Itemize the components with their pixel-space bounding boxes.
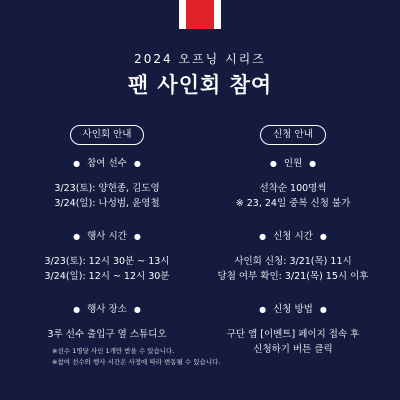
info-line: 선착순 100명씩 bbox=[259, 183, 327, 194]
signing-info-pill: 사인회 안내 bbox=[70, 125, 145, 145]
info-line: 신청하기 버튼 클릭 bbox=[253, 344, 333, 355]
flag-stripes-logo bbox=[179, 0, 221, 29]
info-line: 3/23(토): 양현종, 김도영 bbox=[54, 183, 160, 194]
info-line: 3/23(토): 12시 30분 ~ 13시 bbox=[44, 256, 170, 267]
series-label: 2024 오프닝 시리즈 bbox=[134, 52, 266, 66]
event-location-section bbox=[12, 304, 202, 342]
application-time-section bbox=[198, 231, 388, 284]
flag-stripe-red bbox=[186, 0, 214, 29]
section-heading-label: 인원 bbox=[283, 158, 303, 169]
bullet-dot-icon: ● bbox=[133, 232, 141, 241]
bullet-dot-icon: ● bbox=[133, 159, 141, 168]
info-line: 3루 선수 출입구 옆 스튜디오 bbox=[47, 329, 167, 340]
info-line: 3/24(일): 12시 ~ 12시 30분 bbox=[44, 271, 170, 282]
flag-stripe-white bbox=[179, 0, 186, 29]
footnote-line: ※선수 1명당 사인 1개만 받을 수 있습니다. bbox=[52, 347, 175, 355]
section-heading bbox=[12, 231, 202, 243]
bullet-dot-icon: ● bbox=[73, 159, 81, 168]
info-line: 3/24(일): 나성범, 윤영철 bbox=[54, 198, 160, 209]
footnote-line: ※참여 선수와 행사 시간은 사정에 따라 변동될 수 있습니다. bbox=[52, 358, 221, 366]
bullet-dot-icon: ● bbox=[133, 305, 141, 314]
footnotes bbox=[52, 346, 352, 368]
headcount-section bbox=[198, 158, 388, 211]
section-heading-label: 신청 시간 bbox=[273, 231, 313, 242]
section-heading bbox=[198, 304, 388, 316]
section-heading bbox=[198, 231, 388, 243]
bullet-dot-icon: ● bbox=[319, 305, 327, 314]
flag-stripe-white bbox=[214, 0, 221, 29]
bullet-dot-icon: ● bbox=[319, 232, 327, 241]
info-line: 사인회 신청: 3/21(목) 11시 bbox=[234, 256, 352, 267]
bullet-dot-icon: ● bbox=[73, 305, 81, 314]
section-heading-label: 신청 방법 bbox=[273, 304, 313, 315]
section-heading-label: 참여 선수 bbox=[87, 158, 127, 169]
bullet-dot-icon: ● bbox=[259, 232, 267, 241]
participants-section bbox=[12, 158, 202, 211]
bullet-dot-icon: ● bbox=[309, 159, 317, 168]
section-heading bbox=[12, 304, 202, 316]
info-line: ※ 23, 24일 중복 신청 불가 bbox=[235, 198, 351, 209]
bullet-dot-icon: ● bbox=[269, 159, 277, 168]
event-time-section bbox=[12, 231, 202, 284]
page-title: 팬 사인회 참여 bbox=[127, 73, 273, 97]
section-heading bbox=[12, 158, 202, 170]
bullet-dot-icon: ● bbox=[73, 232, 81, 241]
section-heading bbox=[198, 158, 388, 170]
application-info-column bbox=[198, 122, 388, 357]
bullet-dot-icon: ● bbox=[259, 305, 267, 314]
signing-info-column bbox=[12, 122, 202, 342]
info-line: 구단 앱 [이벤트] 페이지 접속 후 bbox=[226, 329, 360, 340]
section-heading-label: 행사 장소 bbox=[87, 304, 127, 315]
info-line: 당첨 여부 확인: 3/21(목) 15시 이후 bbox=[217, 271, 369, 282]
application-info-pill: 신청 안내 bbox=[260, 125, 326, 145]
section-heading-label: 행사 시간 bbox=[87, 231, 127, 242]
